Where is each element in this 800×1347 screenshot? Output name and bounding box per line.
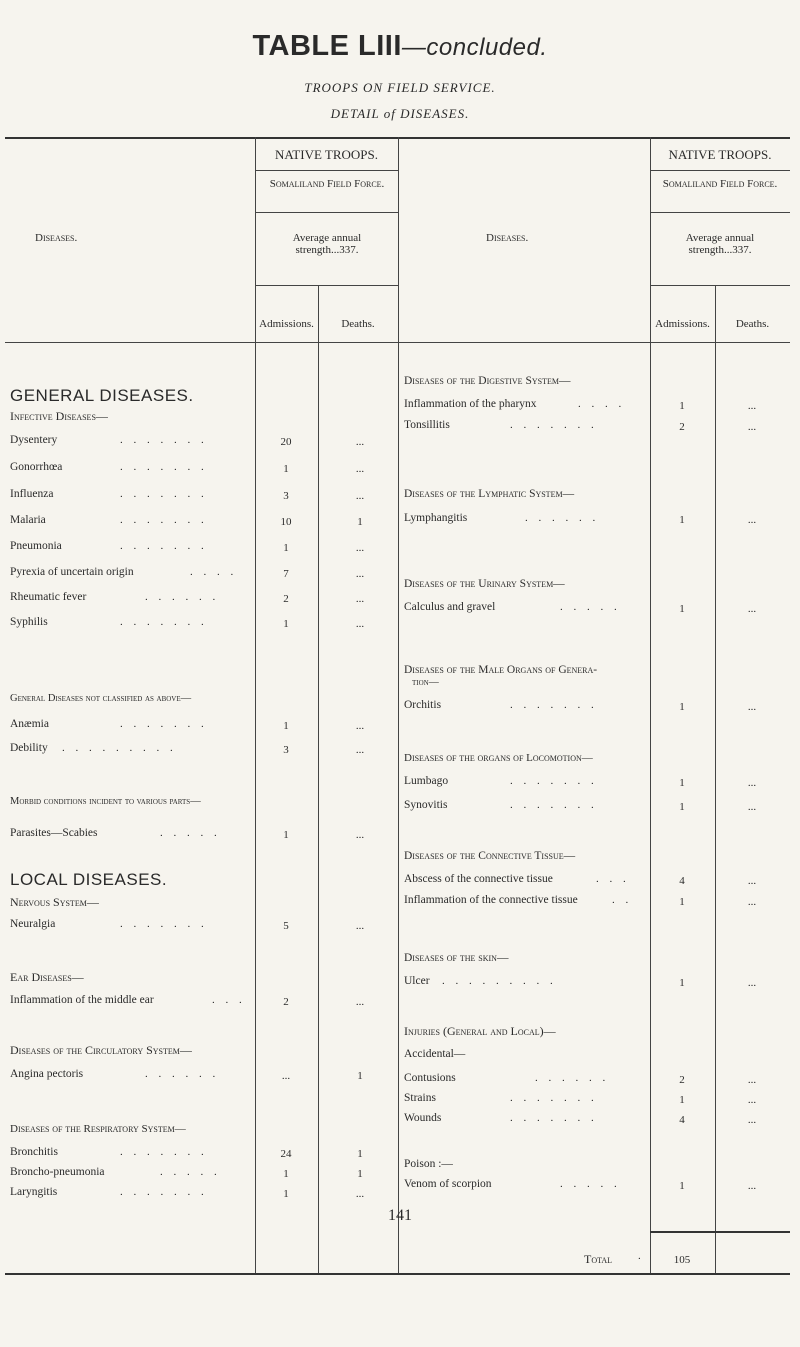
row-lumbago: Lumbago: [404, 775, 449, 787]
dth-cell: ...: [355, 996, 365, 1008]
dth-cell: ...: [355, 436, 365, 448]
row-scabies: Parasites—Scabies: [10, 827, 98, 839]
dth-cell: ...: [747, 1074, 757, 1086]
adm-cell: 1: [283, 618, 289, 630]
total-label: Total: [584, 1252, 613, 1266]
nervous-heading: Nervous System—: [10, 895, 99, 909]
total-admissions: 105: [673, 1254, 691, 1266]
adm-cell: 1: [679, 801, 685, 813]
row-strains: Strains: [404, 1092, 436, 1104]
adm-cell: 4: [679, 875, 685, 887]
divider-right-adm: [650, 137, 651, 1273]
dth-cell: ...: [747, 701, 757, 713]
row-contusions: Contusions: [404, 1072, 456, 1084]
leader-dots: . . . . . .: [145, 591, 220, 603]
adm-cell: 5: [283, 920, 289, 932]
divider-middle: [398, 137, 399, 1273]
table-title: TABLE LIII—concluded.: [252, 30, 548, 62]
admissions-header-right: Admissions.: [655, 318, 710, 330]
dth-cell: ...: [747, 1094, 757, 1106]
leader-dots: .: [638, 1250, 645, 1262]
dth-cell: ...: [355, 1188, 365, 1200]
dth-cell: 1: [357, 516, 363, 528]
adm-cell: 1: [679, 1180, 685, 1192]
connective-heading: Diseases of the Connective Tissue—: [404, 850, 576, 862]
force-header-right: Somaliland Field Force.: [662, 178, 778, 190]
row-orchitis: Orchitis: [404, 699, 442, 711]
urinary-heading: Diseases of the Urinary System—: [404, 578, 565, 590]
leader-dots: . . . . . .: [145, 1068, 220, 1080]
leader-dots: . . . . . . .: [510, 775, 598, 787]
divider-right-dth: [715, 285, 716, 1273]
adm-cell: 2: [283, 996, 289, 1008]
leader-dots: . . . .: [190, 566, 238, 578]
leader-dots: . . . . .: [160, 1166, 221, 1178]
strength-header-right: Average annual strength...337.: [685, 232, 755, 256]
adm-cell: 1: [283, 720, 289, 732]
force-header-left: Somaliland Field Force.: [269, 178, 385, 190]
row-dysentery: Dysentery: [10, 434, 58, 446]
accidental-heading: Accidental—: [404, 1048, 466, 1060]
dth-cell: ...: [355, 568, 365, 580]
row-tonsillitis: Tonsillitis: [404, 419, 450, 431]
leader-dots: . . . . . .: [525, 512, 600, 524]
leader-dots: . . . . . . .: [510, 1112, 598, 1124]
dth-cell: ...: [355, 920, 365, 932]
dth-cell: ...: [747, 603, 757, 615]
leader-dots: . . . . . . .: [120, 616, 208, 628]
adm-cell: 1: [679, 400, 685, 412]
poison-heading: Poison :—: [404, 1158, 453, 1170]
adm-cell: ...: [281, 1070, 291, 1082]
table-bottom-rule: [5, 1273, 790, 1275]
leader-dots: . . .: [596, 873, 630, 885]
leader-dots: . . . . . . .: [120, 1146, 208, 1158]
adm-cell: 1: [679, 514, 685, 526]
row-broncho-pneumonia: Broncho-pneumonia: [10, 1166, 105, 1178]
leader-dots: . . . . .: [560, 601, 621, 613]
row-pneumonia: Pneumonia: [10, 540, 62, 552]
row-wounds: Wounds: [404, 1112, 442, 1124]
leader-dots: . . . . . . .: [120, 918, 208, 930]
row-scorpion-venom: Venom of scorpion: [404, 1178, 492, 1190]
leader-dots: . . . . .: [560, 1178, 621, 1190]
dth-cell: ...: [355, 463, 365, 475]
row-calculus: Calculus and gravel: [404, 601, 496, 613]
local-diseases-heading: LOCAL DISEASES.: [10, 870, 168, 889]
dth-cell: ...: [747, 875, 757, 887]
leader-dots: . . . . . . .: [510, 799, 598, 811]
diseases-header-left: Diseases.: [35, 232, 78, 244]
row-bronchitis: Bronchitis: [10, 1146, 58, 1158]
strength-header-left: Average annual strength...337.: [292, 232, 362, 256]
male-heading-line2: tion—: [412, 677, 439, 688]
dth-cell: 1: [357, 1070, 363, 1082]
row-laryngitis: Laryngitis: [10, 1186, 58, 1198]
dth-cell: ...: [747, 977, 757, 989]
row-pharynx: Inflammation of the pharynx: [404, 398, 537, 410]
not-classified-heading: General Diseases not classified as above—: [10, 693, 192, 704]
leader-dots: . . . . . . .: [120, 434, 208, 446]
respiratory-heading: Diseases of the Respiratory System—: [10, 1123, 186, 1135]
adm-cell: 3: [283, 744, 289, 756]
dth-cell: ...: [355, 720, 365, 732]
adm-cell: 3: [283, 490, 289, 502]
dth-cell: ...: [355, 490, 365, 502]
adm-cell: 4: [679, 1114, 685, 1126]
hdr-rule-r1: [650, 170, 790, 171]
leader-dots: . . . . . . .: [120, 540, 208, 552]
row-debility: Debility: [10, 742, 48, 754]
leader-dots: . . . . . . .: [120, 1186, 208, 1198]
adm-cell: 2: [283, 593, 289, 605]
adm-cell: 1: [283, 1168, 289, 1180]
adm-cell: 1: [679, 896, 685, 908]
native-troops-header-left: NATIVE TROOPS.: [274, 147, 379, 162]
row-lymphangitis: Lymphangitis: [404, 512, 468, 524]
admissions-header-left: Admissions.: [259, 318, 314, 330]
leader-dots: . . .: [212, 994, 246, 1006]
hdr-rule-r3: [650, 285, 790, 286]
infective-heading: Infective Diseases—: [10, 409, 108, 423]
adm-cell: 24: [280, 1148, 292, 1160]
adm-cell: 1: [283, 463, 289, 475]
circulatory-heading: Diseases of the Circulatory System—: [10, 1043, 192, 1057]
adm-cell: 1: [283, 1188, 289, 1200]
leader-dots: . . . .: [578, 398, 626, 410]
dth-cell: ...: [747, 1114, 757, 1126]
leader-dots: . .: [612, 894, 633, 906]
row-abscess: Abscess of the connective tissue: [404, 873, 553, 885]
adm-cell: 1: [283, 542, 289, 554]
row-rheumatic-fever: Rheumatic fever: [10, 591, 87, 603]
row-pyrexia: Pyrexia of uncertain origin: [10, 566, 134, 578]
dth-cell: ...: [355, 829, 365, 841]
leader-dots: . . . . .: [160, 827, 221, 839]
dth-cell: ...: [355, 744, 365, 756]
adm-cell: 7: [283, 568, 289, 580]
adm-cell: 2: [679, 421, 685, 433]
adm-cell: 2: [679, 1074, 685, 1086]
dth-cell: ...: [747, 896, 757, 908]
leader-dots: . . . . . .: [535, 1072, 610, 1084]
leader-dots: . . . . . . . . .: [62, 742, 177, 754]
adm-cell: 1: [679, 1094, 685, 1106]
dth-cell: ...: [355, 618, 365, 630]
row-angina: Angina pectoris: [10, 1068, 84, 1080]
deaths-header-right: Deaths.: [735, 318, 770, 330]
leader-dots: . . . . . . .: [510, 419, 598, 431]
divider-left-adm: [255, 137, 256, 1273]
deaths-header-left: Deaths.: [341, 318, 375, 330]
row-anaemia: Anæmia: [10, 718, 49, 730]
row-connective-inflammation: Inflammation of the connective tissue: [404, 894, 578, 906]
dth-cell: ...: [747, 777, 757, 789]
row-middle-ear: Inflammation of the middle ear: [10, 994, 154, 1006]
locomotion-heading: Diseases of the organs of Locomotion—: [404, 752, 593, 764]
divider-left-dth: [318, 285, 319, 1273]
leader-dots: . . . . . . .: [510, 699, 598, 711]
leader-dots: . . . . . . .: [510, 1092, 598, 1104]
adm-cell: 1: [679, 777, 685, 789]
injuries-heading: Injuries (General and Local)—: [404, 1024, 556, 1038]
row-influenza: Influenza: [10, 488, 54, 500]
ear-heading: Ear Diseases—: [10, 970, 84, 984]
dth-cell: ...: [747, 514, 757, 526]
general-diseases-heading: GENERAL DISEASES.: [10, 386, 194, 405]
adm-cell: 10: [280, 516, 292, 528]
row-gonorrhoea: Gonorrhœa: [10, 461, 63, 473]
native-troops-header-right: NATIVE TROOPS.: [668, 147, 772, 162]
hdr-rule-l1: [255, 170, 398, 171]
row-malaria: Malaria: [10, 514, 46, 526]
hdr-rule-l3: [255, 285, 398, 286]
adm-cell: 20: [280, 436, 292, 448]
leader-dots: . . . . . . .: [120, 718, 208, 730]
dth-cell: ...: [355, 542, 365, 554]
table-subsubtitle: DETAIL of DISEASES.: [330, 106, 470, 121]
dth-cell: ...: [747, 1180, 757, 1192]
leader-dots: . . . . . . .: [120, 461, 208, 473]
adm-cell: 1: [679, 603, 685, 615]
dth-cell: ...: [747, 400, 757, 412]
hdr-rule-l2: [255, 212, 398, 213]
adm-cell: 1: [283, 829, 289, 841]
table-subtitle: TROOPS ON FIELD SERVICE.: [304, 80, 496, 95]
dth-cell: 1: [357, 1148, 363, 1160]
row-neuralgia: Neuralgia: [10, 918, 56, 930]
leader-dots: . . . . . . . . .: [442, 975, 557, 987]
skin-heading: Diseases of the skin—: [404, 952, 509, 964]
row-syphilis: Syphilis: [10, 616, 48, 628]
page-number: 141: [388, 1207, 412, 1224]
total-rule: [650, 1231, 790, 1233]
row-ulcer: Ulcer: [404, 975, 430, 987]
adm-cell: 1: [679, 701, 685, 713]
lymphatic-heading: Diseases of the Lymphatic System—: [404, 488, 575, 500]
morbid-heading: Morbid conditions incident to various parts—: [10, 796, 201, 807]
row-synovitis: Synovitis: [404, 799, 448, 811]
adm-cell: 1: [679, 977, 685, 989]
hdr-rule-r2: [650, 212, 790, 213]
dth-cell: ...: [747, 801, 757, 813]
digestive-heading: Diseases of the Digestive System—: [404, 375, 571, 387]
leader-dots: . . . . . . .: [120, 514, 208, 526]
dth-cell: 1: [357, 1168, 363, 1180]
diseases-header-right: Diseases.: [486, 232, 529, 244]
dth-cell: ...: [355, 593, 365, 605]
male-heading-line1: Diseases of the Male Organs of Genera-: [404, 664, 598, 676]
leader-dots: . . . . . . .: [120, 488, 208, 500]
dth-cell: ...: [747, 421, 757, 433]
